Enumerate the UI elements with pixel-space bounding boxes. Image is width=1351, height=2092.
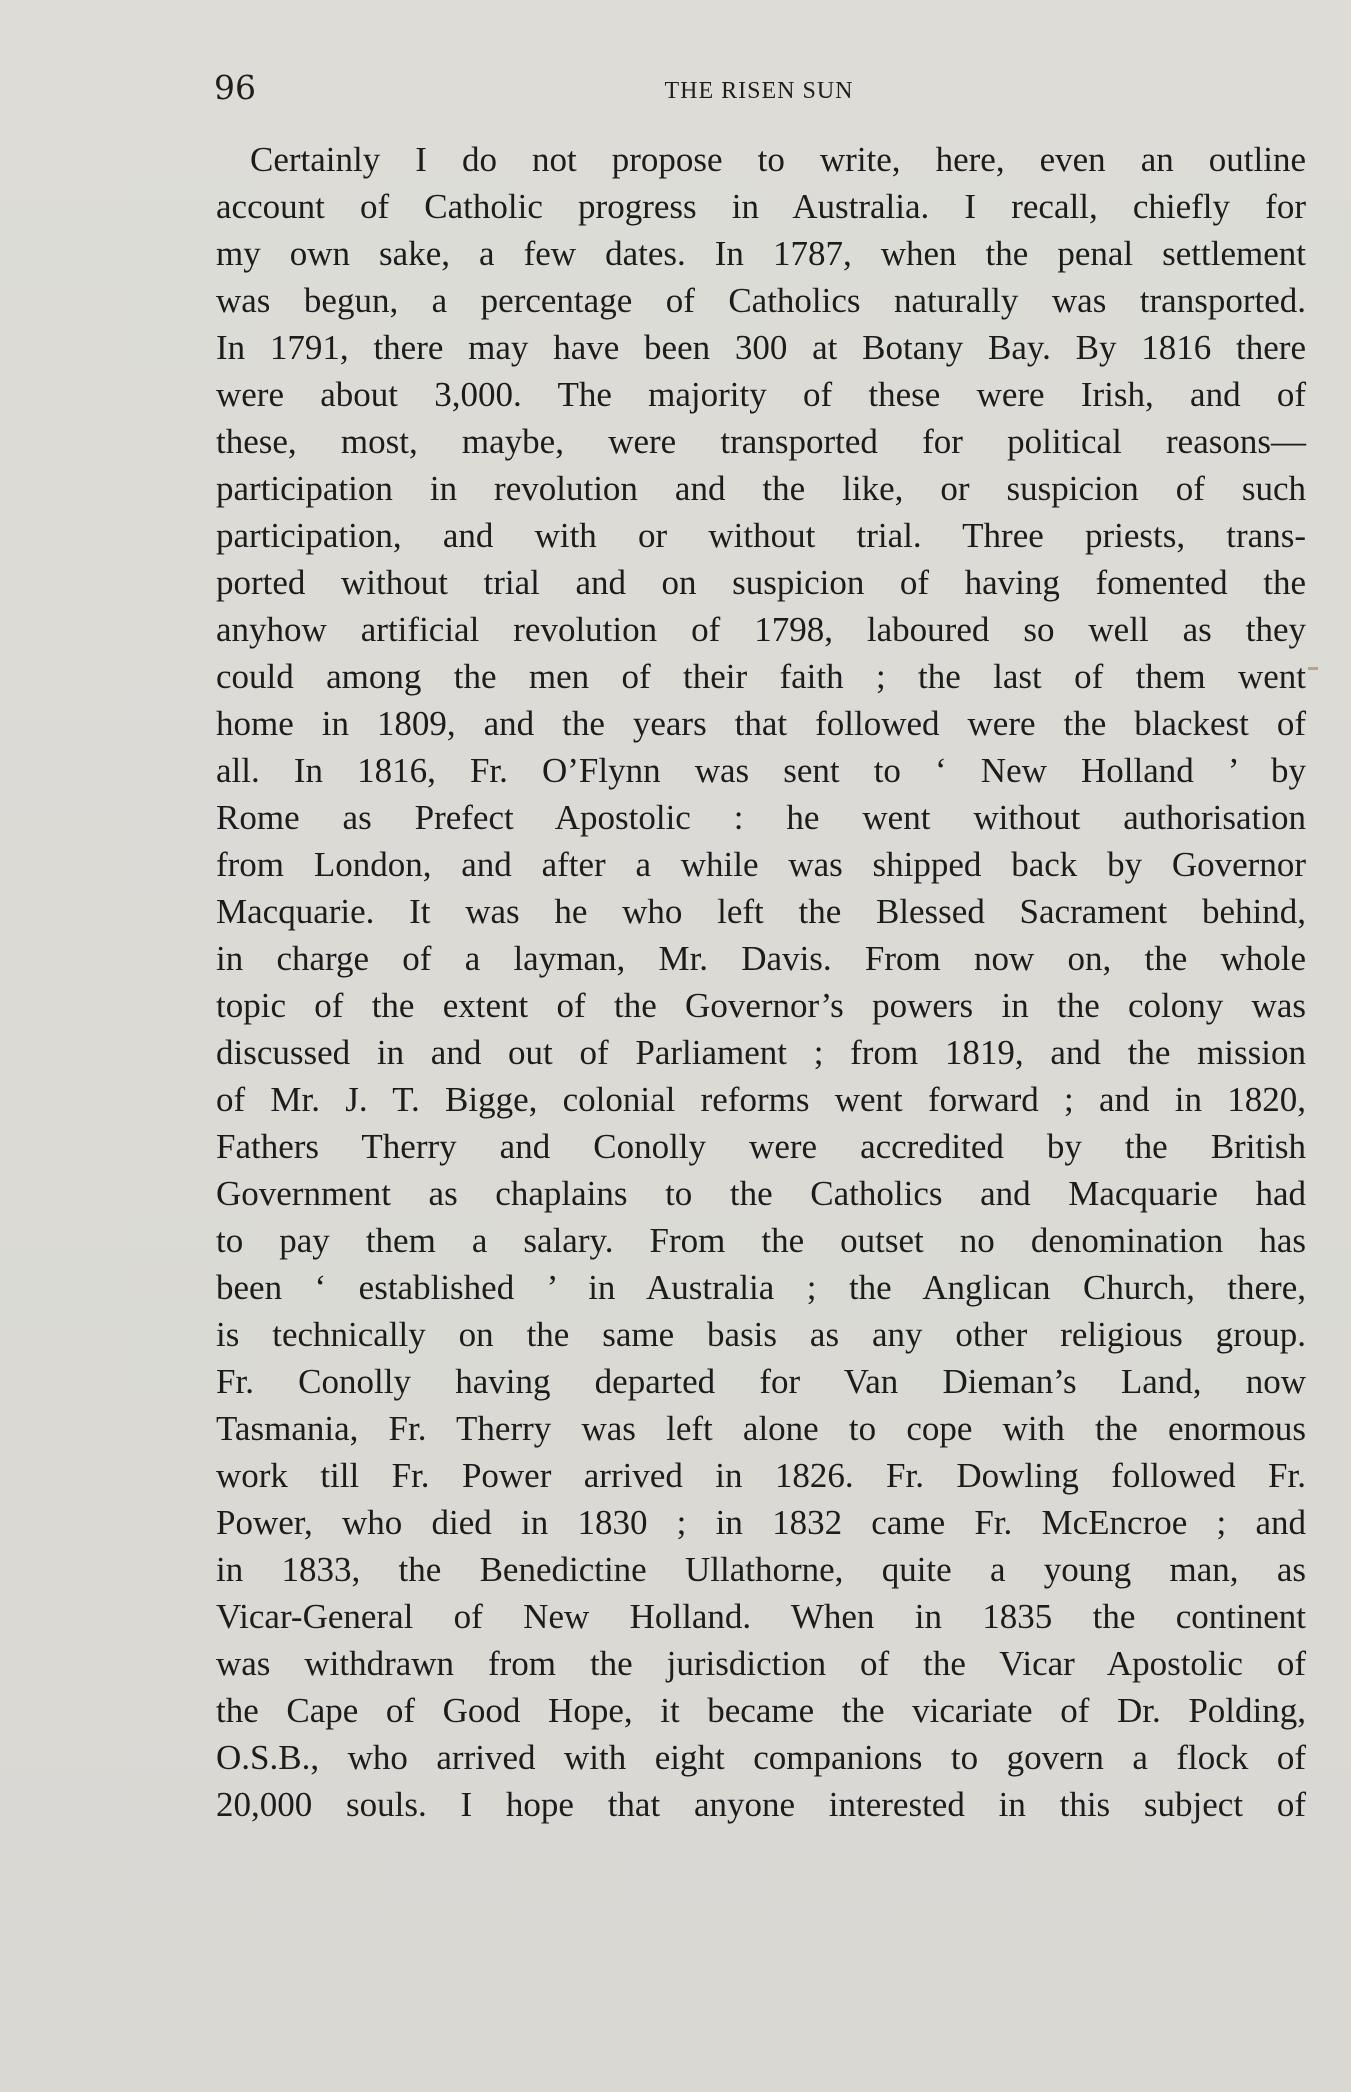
- text-line: Government as chaplains to the Catholics and Macquarie had: [216, 1174, 1306, 1213]
- text-line: Fr. Conolly having departed for Van Dieman’s Land, now: [216, 1362, 1306, 1401]
- text-line: ported without trial and on suspicion of having fomented the: [216, 563, 1306, 602]
- text-line: work till Fr. Power arrived in 1826. Fr. Dowling followed Fr.: [216, 1456, 1306, 1495]
- text-line: Macquarie. It was he who left the Blessed Sacrament behind,: [216, 892, 1306, 931]
- text-line: account of Catholic progress in Australia. I recall, chiefly for: [216, 187, 1306, 226]
- text-line: of Mr. J. T. Bigge, colonial reforms went forward ; and in 1820,: [216, 1080, 1306, 1119]
- text-line: Certainly I do not propose to write, here, even an outline: [250, 140, 1306, 179]
- page-number: 96: [214, 68, 256, 107]
- text-line: these, most, maybe, were transported for political reasons—: [216, 422, 1306, 461]
- text-line: was begun, a percentage of Catholics naturally was transported.: [216, 281, 1306, 320]
- text-line: my own sake, a few dates. In 1787, when the penal settlement: [216, 234, 1306, 273]
- margin-mark: [1308, 667, 1318, 670]
- text-line: Tasmania, Fr. Therry was left alone to cope with the enormous: [216, 1409, 1306, 1448]
- text-line: in 1833, the Benedictine Ullathorne, quite a young man, as: [216, 1550, 1306, 1589]
- text-line: participation, and with or without trial. Three priests, trans-: [216, 516, 1306, 555]
- text-line: is technically on the same basis as any other religious group.: [216, 1315, 1306, 1354]
- text-line: participation in revolution and the like, or suspicion of such: [216, 469, 1306, 508]
- body-text: [216, 136, 1306, 1828]
- page-header: [214, 68, 1304, 112]
- text-line: In 1791, there may have been 300 at Botany Bay. By 1816 there: [216, 328, 1306, 367]
- text-line: anyhow artificial revolution of 1798, laboured so well as they: [216, 610, 1306, 649]
- text-line: topic of the extent of the Governor’s powers in the colony was: [216, 986, 1306, 1025]
- text-line: was withdrawn from the jurisdiction of the Vicar Apostolic of: [216, 1644, 1306, 1683]
- text-line: discussed in and out of Parliament ; from 1819, and the mission: [216, 1033, 1306, 1072]
- text-line: home in 1809, and the years that followed were the blackest of: [216, 704, 1306, 743]
- text-line: were about 3,000. The majority of these were Irish, and of: [216, 375, 1306, 414]
- text-line: in charge of a layman, Mr. Davis. From now on, the whole: [216, 939, 1306, 978]
- text-line: the Cape of Good Hope, it became the vicariate of Dr. Polding,: [216, 1691, 1306, 1730]
- text-line: Power, who died in 1830 ; in 1832 came Fr. McEncroe ; and: [216, 1503, 1306, 1542]
- text-line: been ‘ established ’ in Australia ; the Anglican Church, there,: [216, 1268, 1306, 1307]
- text-line: all. In 1816, Fr. O’Flynn was sent to ‘ New Holland ’ by: [216, 751, 1306, 790]
- text-line: from London, and after a while was shipped back by Governor: [216, 845, 1306, 884]
- text-line: could among the men of their faith ; the last of them went: [216, 657, 1306, 696]
- text-line: 20,000 souls. I hope that anyone interested in this subject of: [216, 1785, 1306, 1824]
- text-line: O.S.B., who arrived with eight companions to govern a flock of: [216, 1738, 1306, 1777]
- text-line: Vicar-General of New Holland. When in 1835 the continent: [216, 1597, 1306, 1636]
- text-line: Rome as Prefect Apostolic : he went without authorisation: [216, 798, 1306, 837]
- text-line: Fathers Therry and Conolly were accredited by the British: [216, 1127, 1306, 1166]
- text-line: to pay them a salary. From the outset no denomination has: [216, 1221, 1306, 1260]
- running-head: THE RISEN SUN: [664, 78, 854, 104]
